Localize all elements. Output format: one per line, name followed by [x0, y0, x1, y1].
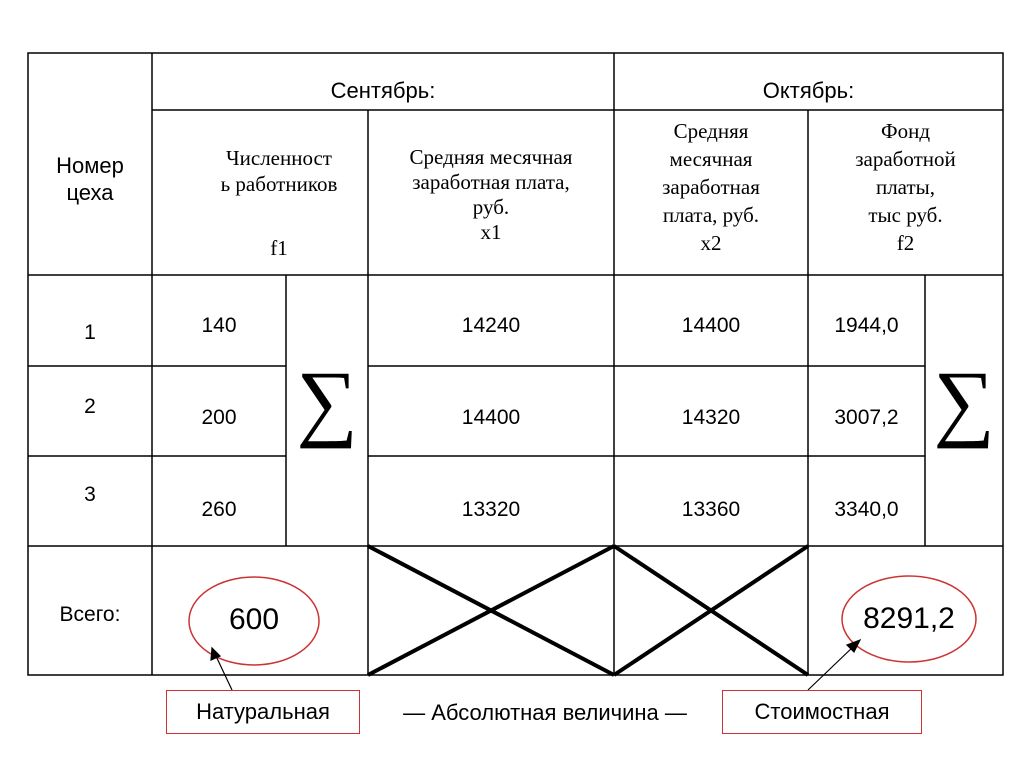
wage-fund-cell: 3340,0	[834, 498, 899, 521]
absolute-value-label: — Абсолютная величина —	[403, 700, 687, 725]
sum-symbol-workers: ∑	[296, 353, 358, 449]
avg-salary-sep-header: Средняя месячная заработная плата, руб. x1	[409, 145, 573, 244]
total-label: Всего:	[59, 603, 121, 626]
shop-number-cell: 3	[84, 483, 96, 506]
natural-label-box	[166, 690, 360, 734]
avg-salary-sep-cell: 14240	[461, 314, 521, 337]
october-header: Октябрь:	[762, 78, 855, 103]
shop-number-header: Номер цеха	[56, 153, 124, 205]
avg-salary-sep-cell: 14400	[461, 406, 521, 429]
wage-fund-cell: 3007,2	[834, 406, 899, 429]
avg-salary-oct-header: Средняя месячная заработная плата, руб. x2	[662, 119, 760, 255]
workers-cell: 140	[201, 314, 237, 337]
crossed-cells	[368, 546, 808, 675]
workers-symbol: f1	[270, 236, 288, 260]
avg-salary-oct-cell: 13360	[681, 498, 741, 521]
workers-count-header: Численност ь работников	[220, 146, 338, 196]
total-fund: 8291,2	[863, 602, 955, 635]
cost-label: Стоимостная	[754, 699, 890, 724]
wage-fund-header: Фонд заработной платы, тыс руб. f2	[855, 119, 956, 255]
sum-symbol-fund: ∑	[933, 353, 995, 449]
september-header: Сентябрь:	[330, 78, 436, 103]
cost-label-box	[722, 690, 922, 734]
workers-cell: 260	[201, 498, 237, 521]
avg-salary-sep-cell: 13320	[461, 498, 521, 521]
workers-cell: 200	[201, 406, 237, 429]
avg-salary-oct-cell: 14400	[681, 314, 741, 337]
wage-fund-cell: 1944,0	[834, 314, 899, 337]
total-workers: 600	[228, 603, 280, 636]
shop-number-cell: 1	[84, 321, 96, 344]
avg-salary-oct-cell: 14320	[681, 406, 741, 429]
arrow-cost	[808, 645, 855, 690]
shop-number-cell: 2	[84, 395, 96, 418]
natural-label: Натуральная	[196, 699, 330, 724]
